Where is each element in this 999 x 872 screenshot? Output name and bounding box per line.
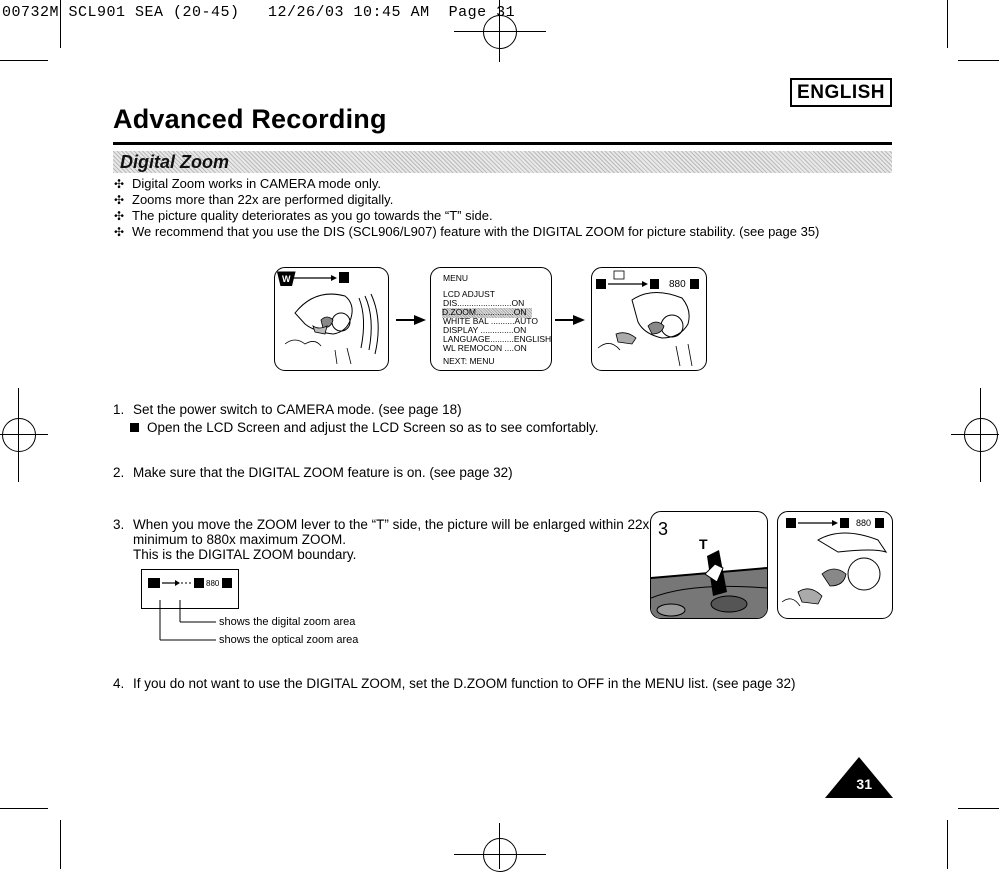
crop-mark <box>0 808 48 809</box>
diagram-number: 3 <box>658 519 669 539</box>
bullet-item: ✣ The picture quality deteriorates as you go towards the “T” side. <box>114 208 493 223</box>
bullet-list <box>114 176 819 240</box>
menu-row: LCD ADJUST <box>443 289 495 299</box>
crop-mark <box>947 0 948 48</box>
svg-text:W: W <box>282 274 291 284</box>
camera-subject-drawing <box>275 268 388 370</box>
camera-subject-drawing <box>778 512 892 618</box>
page-number: 31 <box>856 776 872 792</box>
zoom-value: 880 <box>206 579 220 588</box>
bullet-item: ✣ Digital Zoom works in CAMERA mode only. <box>114 176 382 191</box>
registration-mark <box>483 838 517 872</box>
zoom-value: 880 <box>669 279 686 290</box>
camera-subject-drawing <box>592 268 706 370</box>
menu-row: DISPLAY ..............ON <box>443 325 527 335</box>
zoom-value: 880 <box>856 518 872 528</box>
menu-row-highlighted: D.ZOOM................ON <box>442 308 532 318</box>
crop-mark <box>0 60 48 61</box>
menu-row: WL REMOCON ....ON <box>443 343 527 353</box>
registration-line <box>980 388 981 482</box>
digital-zoom-screen-illustration <box>591 267 707 371</box>
menu-row: DIS.......................ON <box>443 298 525 308</box>
title-rule <box>113 142 892 145</box>
zoom-lever-illustration <box>650 511 768 619</box>
menu-row: LANGUAGE..........ENGLISH <box>443 334 552 344</box>
zoomed-screen-illustration <box>777 511 893 619</box>
tele-label: T <box>699 536 708 552</box>
subsection-title: Digital Zoom <box>120 152 229 172</box>
crop-mark <box>958 808 999 809</box>
arrow-icon <box>555 313 585 331</box>
registration-mark <box>964 418 998 452</box>
registration-line <box>454 854 546 855</box>
menu-row: WHITE BAL ..........AUTO <box>443 316 538 326</box>
crop-mark <box>958 60 999 61</box>
square-bullet-icon <box>130 423 139 432</box>
step-number: 4. <box>113 676 125 691</box>
step-text: minimum to 880x maximum ZOOM. <box>133 532 347 547</box>
clover-icon: ✣ <box>114 225 125 239</box>
print-header: 00732M SCL901 SEA (20-45) 12/26/03 10:45 AM Page 31 <box>2 4 516 21</box>
step-number: 3. <box>113 517 125 532</box>
zoom-bar-caption: shows the digital zoom area <box>219 616 356 628</box>
arrow-icon <box>396 313 426 331</box>
registration-line <box>951 434 999 435</box>
clover-icon: ✣ <box>114 177 125 191</box>
step-text: If you do not want to use the DIGITAL ZOOM, set the D.ZOOM function to OFF in the MENU list. (see page 32) <box>133 676 796 691</box>
clover-icon: ✣ <box>114 193 125 207</box>
step-number: 1. <box>113 402 125 417</box>
step-text: This is the DIGITAL ZOOM boundary. <box>133 547 357 562</box>
subsection-band <box>113 151 892 173</box>
registration-line <box>454 31 546 32</box>
step-number: 2. <box>113 465 125 480</box>
menu-title: MENU <box>443 273 469 283</box>
camera-body-drawing <box>651 512 767 618</box>
step-text: Make sure that the DIGITAL ZOOM feature is on. (see page 32) <box>133 465 513 480</box>
menu-footer: NEXT: MENU <box>443 356 495 366</box>
registration-line <box>499 823 500 869</box>
crop-mark <box>947 820 948 869</box>
zoom-bar-leader-lines <box>150 600 220 650</box>
page-title: Advanced Recording <box>113 104 387 134</box>
step-text: Set the power switch to CAMERA mode. (see page 18) <box>133 402 462 417</box>
registration-line <box>18 388 19 482</box>
registration-mark <box>2 418 36 452</box>
step-subitem: Open the LCD Screen and adjust the LCD Screen so as to see comfortably. <box>130 420 599 436</box>
step-text: When you move the ZOOM lever to the “T” side, the picture will be enlarged within 22x <box>133 517 650 532</box>
menu-screen-illustration <box>430 267 552 371</box>
crop-mark <box>60 820 61 869</box>
bullet-item: ✣ Zooms more than 22x are performed digitally. <box>114 192 394 207</box>
bullet-item: ✣ We recommend that you use the DIS (SCL906/L907) feature with the DIGITAL ZOOM for picture stability. (see page 35) <box>114 224 820 239</box>
zoom-screen-illustration <box>274 267 389 371</box>
registration-line <box>0 434 48 435</box>
zoom-bar-caption: shows the optical zoom area <box>219 634 359 646</box>
language-badge: ENGLISH <box>790 78 892 107</box>
clover-icon: ✣ <box>114 209 125 223</box>
